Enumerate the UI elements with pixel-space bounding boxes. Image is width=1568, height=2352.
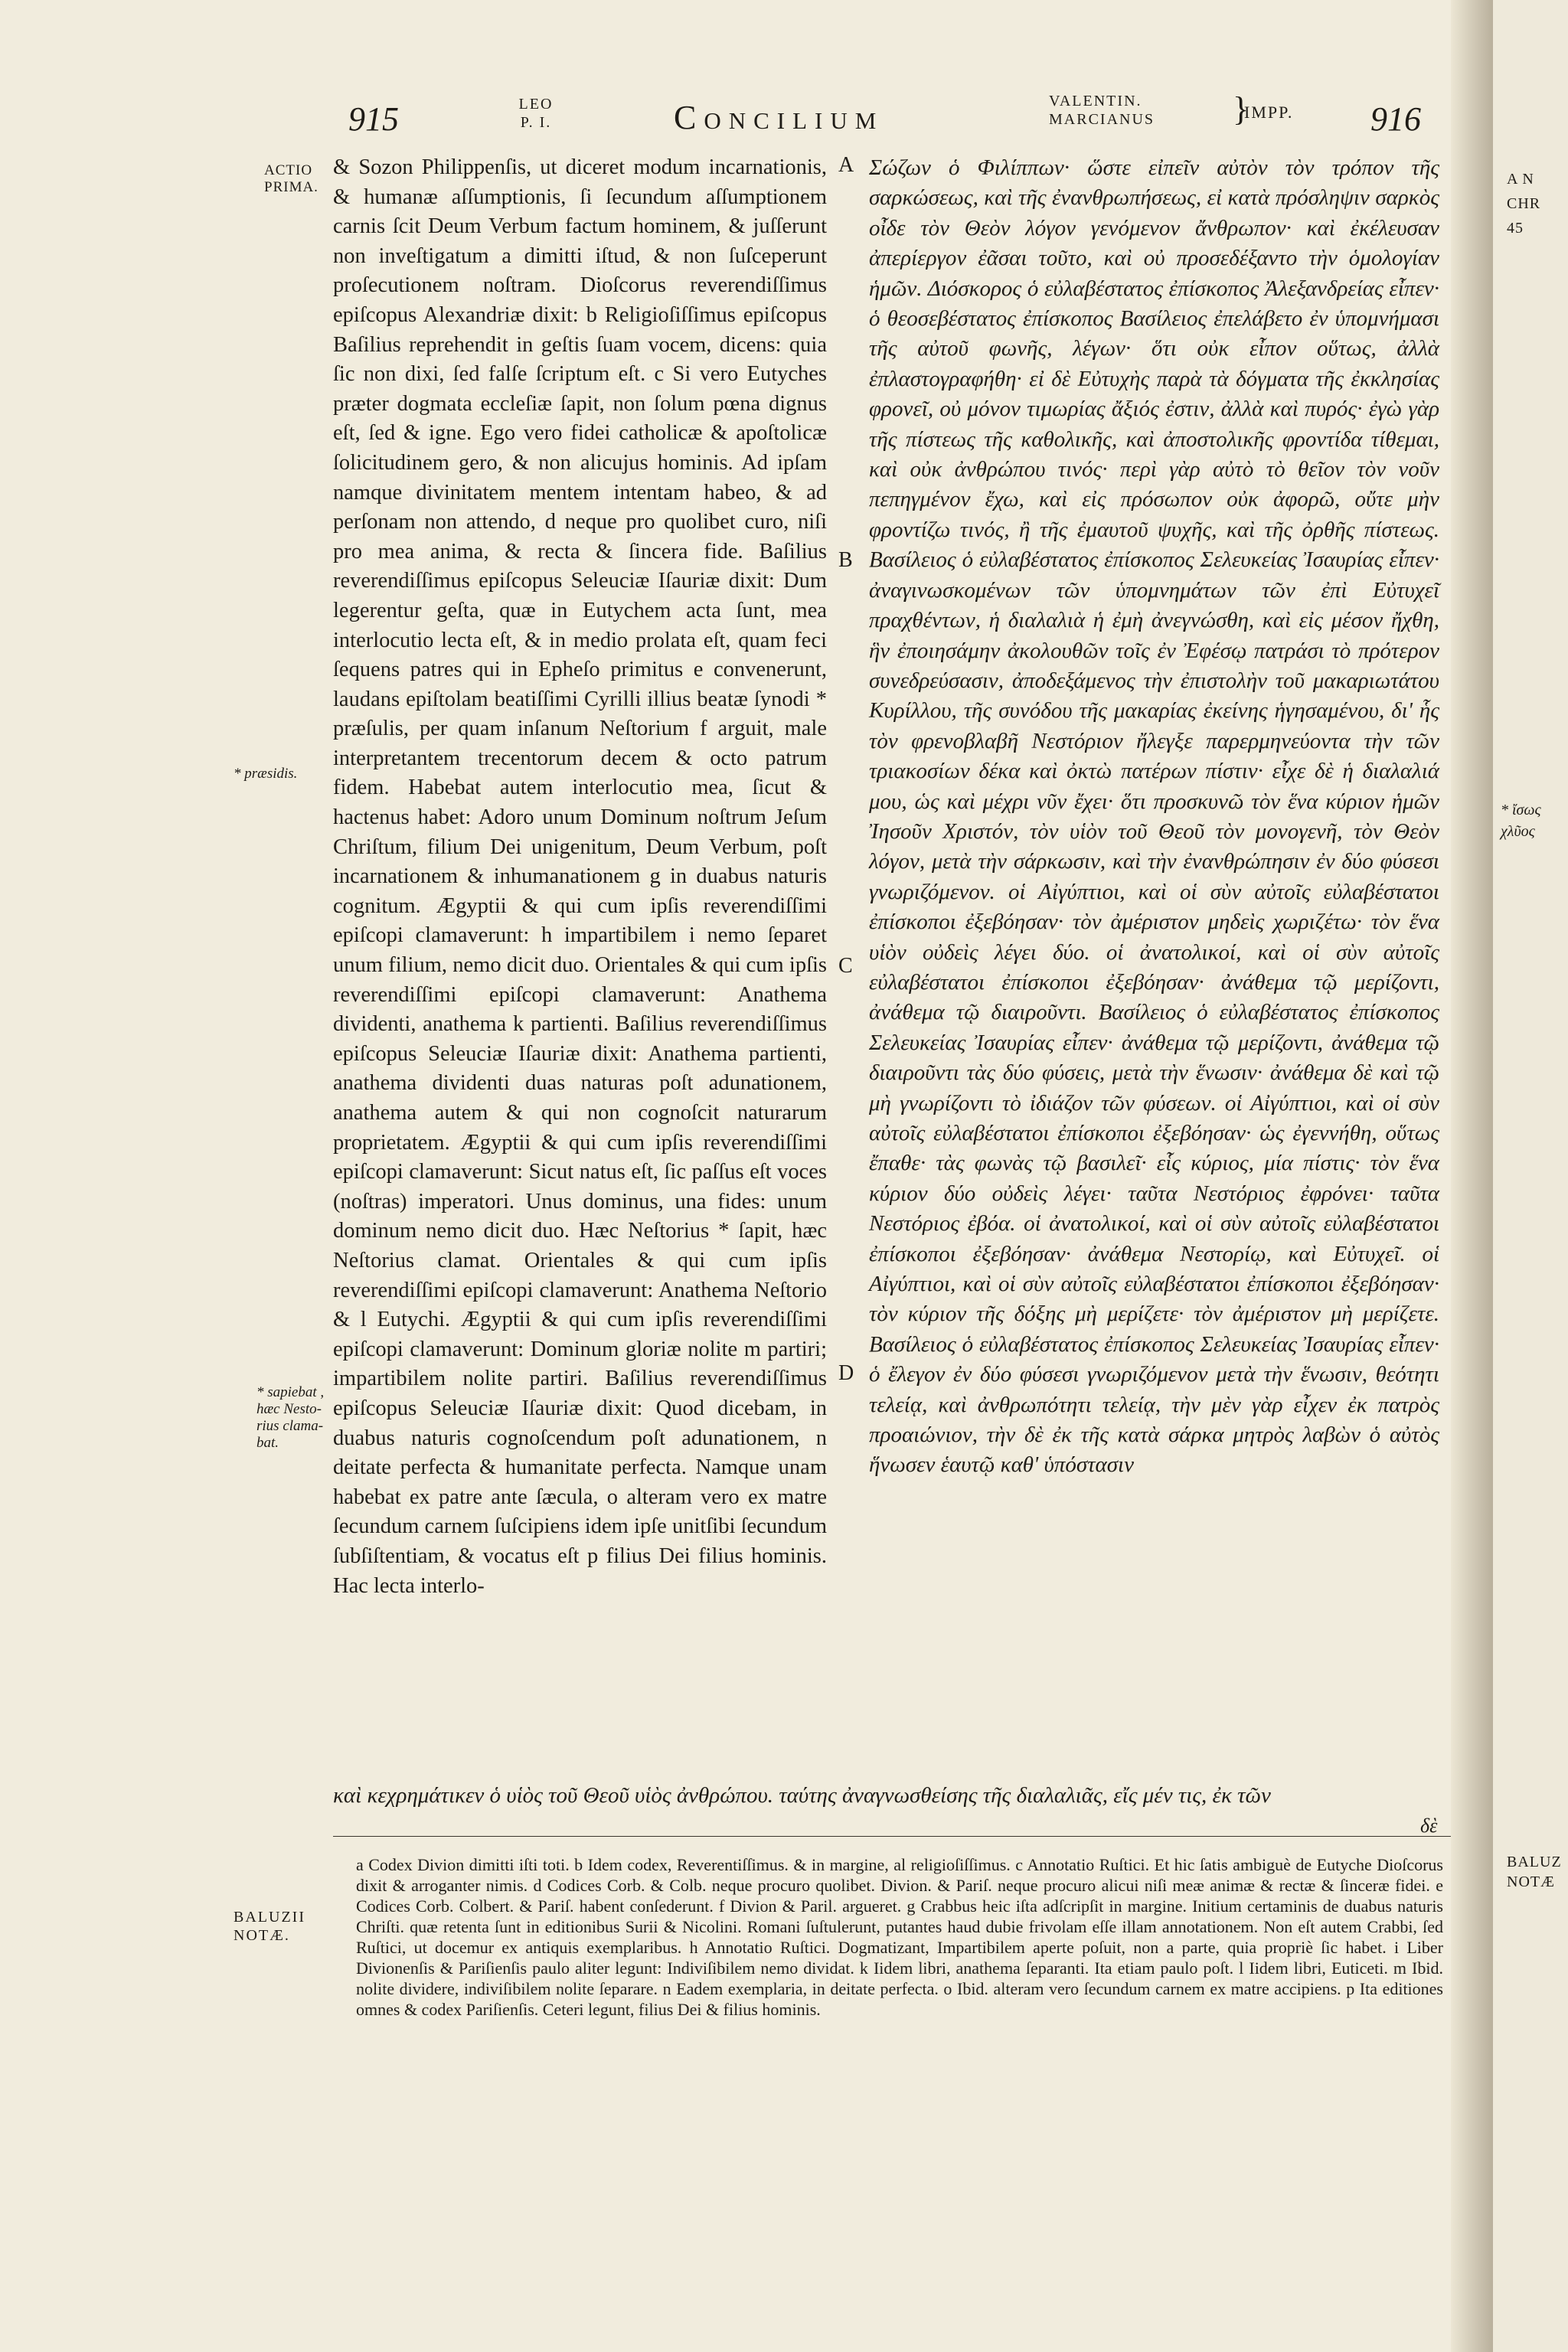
book-gutter <box>1451 0 1493 2352</box>
pope-number: P. I. <box>520 114 552 131</box>
emperors-label <box>1049 92 1233 129</box>
footnote-block: a Codex Divion dimitti iſti toti. b Idem codex, Reverentiſſimus. & in margine, al religioſiſſimus. c Annotatio Ruſtici. Et hic ſatis ambiguè de Eutyche Dioſcorus dixit & arroganter nimis. d Codices Corb. & Colb. neque procuro quolibet. Divion. & Pariſ. neque procuro alicui niſi meæ animæ & rectæ & ſinceræ fidei. e Codices Corb. Colbert. & Pariſ. habent conſederunt. f Divion & Paril. argueret. g Crabbus heic iſta adſcripſit in margine. Initium certaminis de duabus naturis Chriſti. quæ retenta ſunt in editionibus Surii & Nicolini. Romani ſuſtulerunt, putantes haud dubie frivolam eſſe illam annotationem. Non eſt autem Crabbi, ſed Ruſtici, ut docemur ex antiquis exemplaribus. h Annotatio Ruſtici. Dogmatizant, Impartibilem aperte poſuit, non a parte, quia propriè ſic habet. i Liber Divionenſis & Pariſienſis paulo aliter legunt: Indiviſibilem nemo dividat. k Iidem libri, anathema ſeparanti. Ita etiam paulo poſt. l Iidem libri, Euticeti. m Ibid. nolite dividere, indiviſibilem nolite ſeparare. n Eadem exemplaria, in deitate perfecta. o Ibid. alteram vero ſecundum carnem ex matre accipiens. p Ita editiones omnes & codex Pariſienſis. Ceteri legunt, filius Dei & filius hominis. <box>356 1855 1443 2019</box>
imperatores-label: IMPP. <box>1244 103 1294 122</box>
section-letter-d: D <box>838 1361 854 1385</box>
greek-continuation-line: καὶ κεχρημάτικεν ὁ υἱὸς τοῦ Θεοῦ υἱὸς ἀνθρώπου. ταύτης ἀναγνωσθείσης τῆς διαλαλιᾶς, εἴς μέν τις, ἐκ τῶν <box>333 1783 1271 1808</box>
latin-paragraph: & Sozon Philippenſis, ut diceret modum incarnationis, & humanæ aſſumptionis, ſi ſecundum aſſumptionem carnis ſcit Deum Verbum factum hominem, & juſſerunt non inveſtigatum a dimitti iſtud, & non ſuſceperunt proſecutionem noſtram. Dioſcorus reverendiſſimus epiſcopus Alexandriæ dixit: b Religioſiſſimus epiſcopus Baſilius reprehendit in geſtis ſuam vocem, dicens: quia ſic non dixi, ſed falſe ſcriptum eſt. c Si vero Eutyches præter dogmata eccleſiæ ſapit, non ſolum pœna dignus eſt, ſed & igne. Ego vero fidei catholicæ & apoſtolicæ ſolicitudinem gero, & non alicujus hominis. Ad ipſam namque divinitatem mentem intentam habeo, & ad perſonam non attendo, d neque pro quolibet curo, niſi pro mea anima, & recta & ſincera fide. Baſilius reverendiſſimus epiſcopus Seleuciæ Iſauriæ dixit: Dum legerentur geſta, quæ in Eutychem acta ſunt, mea interlocutio lecta eſt, & in medio prolata eſt, quam feci ſequens patres qui in Epheſo primitus e convenerunt, laudans epiſtolam beatiſſimi Cyrilli illius beatæ ſynodi * præſulis, per quam inſanum Neſtorium f arguit, male interpretantem trecentorum decem & octo patrum fidem. Habebat autem interlocutio mea, ſicut & hactenus habet: Adoro unum Dominum noſtrum Jeſum Chriſtum, filium Dei unigenitum, Deum Verbum, poſt incarnationem & inhumanationem g in duabus naturis cognitum. Ægyptii & qui cum ipſis reverendiſſimi epiſcopi clamaverunt: h impartibilem i nemo ſeparet unum filium, nemo dicit duo. Orientales & qui cum ipſis reverendiſſimi epiſcopi clamaverunt: Anathema dividenti, anathema k partienti. Baſilius reverendiſſimus epiſcopus Seleuciæ Iſauriæ dixit: Anathema partienti, anathema dividenti duas naturas poſt adunationem, anathema autem & qui non cognoſcit naturarum proprietatem. Ægyptii & qui cum ipſis reverendiſſimi epiſcopi clamaverunt: Sicut natus eſt, ſic paſſus eſt voces (noſtras) imperatori. Unus dominus, una fides: unum dominum nemo dicit duo. Hæc Neſtorius * ſapit, hæc Neſtorius clamat. Orientales & qui cum ipſis reverendiſſimi epiſcopi clamaverunt: Anathema Neſtorio & l Eutychi. Ægyptii & qui cum ipſis reverendiſſimi epiſcopi clamaverunt: Dominum gloriæ nolite m partiri; impartibilem nolite partiri. Baſilius reverendiſſimus epiſcopus Seleuciæ Iſauriæ dixit: Quod dicebam, in duabus naturis cognoſcendum poſt adunationem, n deitate perfecta & humanitate perfecta. Namque unam habebat ex patre ante ſæcula, o alteram vero ex matre ſecundum carnem ſuſcipiens idem ipſe unitſibi ſecundum ſubſiſtentiam, & vocatus eſt p filius Dei filius hominis. Hac lecta interlo- <box>333 155 827 1598</box>
page-number-left: 915 <box>348 100 399 138</box>
margin-note-praesidis: * præsidis. <box>234 766 298 782</box>
page-title: Concilium <box>674 99 884 136</box>
margin-note-actio <box>264 162 333 196</box>
sapiebat-line-1: * sapiebat , <box>256 1384 325 1400</box>
sapiebat-line-3: rius clama- <box>256 1418 324 1434</box>
section-letter-a: A <box>838 153 854 177</box>
section-letter-b: B <box>838 548 853 572</box>
sapiebat-line-2: hæc Nesto- <box>256 1401 322 1417</box>
prima-line: PRIMA. <box>264 179 318 195</box>
footnote-rule <box>333 1836 1451 1837</box>
adjacent-greek-note-2: χλῦος <box>1501 823 1535 840</box>
running-header <box>0 84 1451 145</box>
adjacent-header-1: A N <box>1507 171 1534 188</box>
actio-line: ACTIO <box>264 162 313 178</box>
pope-name: LEO <box>518 96 554 113</box>
pope-label <box>505 95 567 132</box>
adjacent-header-3: 45 <box>1507 220 1524 237</box>
emperor-marcianus: MARCIANUS <box>1049 111 1155 128</box>
emperor-valentinian: VALENTIN. <box>1049 93 1142 109</box>
brace-glyph: } <box>1233 90 1250 128</box>
sapiebat-line-4: bat. <box>256 1435 279 1451</box>
greek-paragraph: Σώζων ὁ Φιλίππων· ὥστε εἰπεῖν αὐτὸν τὸν τρόπον τῆς σαρκώσεως, καὶ τῆς ἐνανθρωπήσεως, εἰ κατὰ πρόσληψιν σαρκὸς οἶδε τὸν Θεὸν λόγον γενόμενον ἄνθρωπον· καὶ ἐκέλευσαν ἀπερίεργον ἐᾶσαι τοῦτο, καὶ οὐ προσεδέξαντο τὴν ὁμολογίαν ἡμῶν. Διόσκορος ὁ εὐλαβέστατος ἐπίσκοπος Ἀλεξανδρείας εἶπεν· ὁ θεοσεβέστατος ἐπίσκοπος Βασίλειος ἐπελάβετο ἐν ὑπομνήμασι τῆς αὐτοῦ φωνῆς, λέγων· ὅτι οὐκ εἶπον οὕτως, ἀλλὰ ἐπλαστογραφήθη· εἰ δὲ Εὐτυχὴς παρὰ τὰ δόγματα τῆς ἐκκλησίας φρονεῖ, οὐ μόνον τιμωρίας ἄξιός ἐστιν, ἀλλὰ καὶ πυρός· ἐγὼ γὰρ τῆς πίστεως τῆς καθολικῆς, καὶ ἀποστολικῆς φροντίδα τίθεμαι, καὶ οὐκ ἀνθρώπου τινός· περὶ γὰρ αὐτὸ τὸ θεῖον τὸν νοῦν πεπηγμένον ἔχω, καὶ εἰς πρόσωπον οὐκ ἀφορῶ, οὔτε μὴν φροντίζω τινός, ἢ τῆς ἐμαυτοῦ ψυχῆς, καὶ τῆς ὀρθῆς πίστεως. Βασίλειος ὁ εὐλαβέστατος ἐπίσκοπος Σελευκείας Ἰσαυρίας εἶπεν· ἀναγινωσκομένων τῶν ὑπομνημάτων τῶν ἐπὶ Εὐτυχεῖ πραχθέντων, ἡ διαλαλιὰ ἡ ἐμὴ ἀνεγνώσθη, καὶ εἰς μέσον ἤχθη, ἣν ἐποιησάμην ἀκολουθῶν τοῖς ἐν Ἐφέσῳ πατράσι τὸ πρότερον συνεδρεύσασιν, ἀποδεξάμενος τὴν ἐπιστολὴν τοῦ μακαριωτάτου Κυρίλλου, τῆς συνόδου τῆς μακαρίας ἐκείνης ἡγησαμένου, δι' ἧς τὸν φρενοβλαβῆ Νεστόριον ἤλεγξε παρερμηνεύοντα τὴν τῶν τριακοσίων δέκα καὶ ὀκτὼ πατέρων πίστιν· εἶχε δὲ ἡ διαλαλιά μου, ὡς καὶ μέχρι νῦν ἔχει· ὅτι προσκυνῶ τὸν ἕνα κύριον ἡμῶν Ἰησοῦν Χριστόν, τὸν υἱὸν τοῦ Θεοῦ τὸν μονογενῆ, τὸν Θεὸν λόγον, μετὰ τὴν σάρκωσιν, καὶ τὴν ἐνανθρώπησιν ἐν δύο φύσεσι γνωριζόμενον. οἱ Αἰγύπτιοι, καὶ οἱ σὺν αὐτοῖς εὐλαβέστατοι ἐπίσκοποι ἐξεβόησαν· τὸν ἀμέριστον μηδεὶς χωριζέτω· τὸν ἕνα υἱὸν οὐδεὶς λέγει δύο. οἱ ἀνατολικοί, καὶ οἱ σὺν αὐτοῖς εὐλαβέστατοι ἐπίσκοποι ἐξεβόησαν· ἀνάθεμα τῷ μερίζοντι, ἀνάθεμα τῷ διαιροῦντι. Βασίλειος ὁ εὐλαβέστατος ἐπίσκοπος Σελευκείας Ἰσαυρίας εἶπεν· ἀνάθεμα τῷ μερίζοντι, ἀνάθεμα τῷ διαιροῦντι τὰς δύο φύσεις, μετὰ τὴν ἕνωσιν· ἀνάθεμα δὲ καὶ τῷ μὴ γνωρίζοντι τὸ ἰδιάζον τῶν φύσεων. οἱ Αἰγύπτιοι, καὶ οἱ σὺν αὐτοῖς εὐλαβέστατοι ἐπίσκοποι ἐξεβόησαν· ὡς ἐγεννήθη, οὕτως ἔπαθε· τὰς φωνὰς τῷ βασιλεῖ· εἷς κύριος, μία πίστις· τὸν ἕνα κύριον δύο οὐδεὶς λέγει· ταῦτα Νεστόριος ἐφρόνει· ταῦτα Νεστόριος ἐβόα. οἱ ἀνατολικοί, καὶ οἱ σὺν αὐτοῖς εὐλαβέστατοι ἐπίσκοποι ἐξεβόησαν· ἀνάθεμα Νεστορίῳ, καὶ Εὐτυχεῖ. οἱ Αἰγύπτιοι, καὶ οἱ σὺν αὐτοῖς εὐλαβέστατοι ἐπίσκοποι ἐξεβόησαν· τὸν κύριον τῆς δόξης μὴ μερίζετε· τὸν ἀμέριστον μὴ μερίζετε. Βασίλειος ὁ εὐλαβέστατος ἐπίσκοπος Σελευκείας Ἰσαυρίας εἶπεν· ὁ ἔλεγον ἐν δύο φύσεσι γνωριζόμενον μετὰ τὴν ἕνωσιν, θεότητι τελείᾳ, καὶ ἀνθρωπότητι τελείᾳ, τὴν μὲν γὰρ εἶχεν ἐκ πατρὸς προαιώνιον, τὴν δὲ ἐκ τῆς κατὰ σάρκα μητρὸς λαβὼν ὁ αὐτὸς ἥνωσεν ἑαυτῷ καθ' ὑπόστασιν <box>869 155 1439 1478</box>
adjacent-notes-label-2: NOTÆ <box>1507 1873 1555 1890</box>
margin-note-sapiebat <box>256 1384 329 1452</box>
adjacent-notes-label-1: BALUZ <box>1507 1854 1562 1870</box>
greek-column <box>869 153 1439 1481</box>
adjacent-page-edge <box>1493 0 1568 2352</box>
section-letter-c: C <box>838 954 853 978</box>
latin-column <box>333 153 827 1601</box>
adjacent-greek-note-1: * ἴσως <box>1501 802 1541 818</box>
footnotes <box>356 1854 1443 2020</box>
page-number-right: 916 <box>1370 100 1421 138</box>
adjacent-header-2: CHR <box>1507 195 1541 212</box>
notes-label-notae: NOTÆ. <box>234 1927 290 1944</box>
notes-label-baluzii: BALUZII <box>234 1909 305 1926</box>
notes-label <box>234 1908 305 1945</box>
catchword: δὲ <box>1420 1815 1438 1837</box>
